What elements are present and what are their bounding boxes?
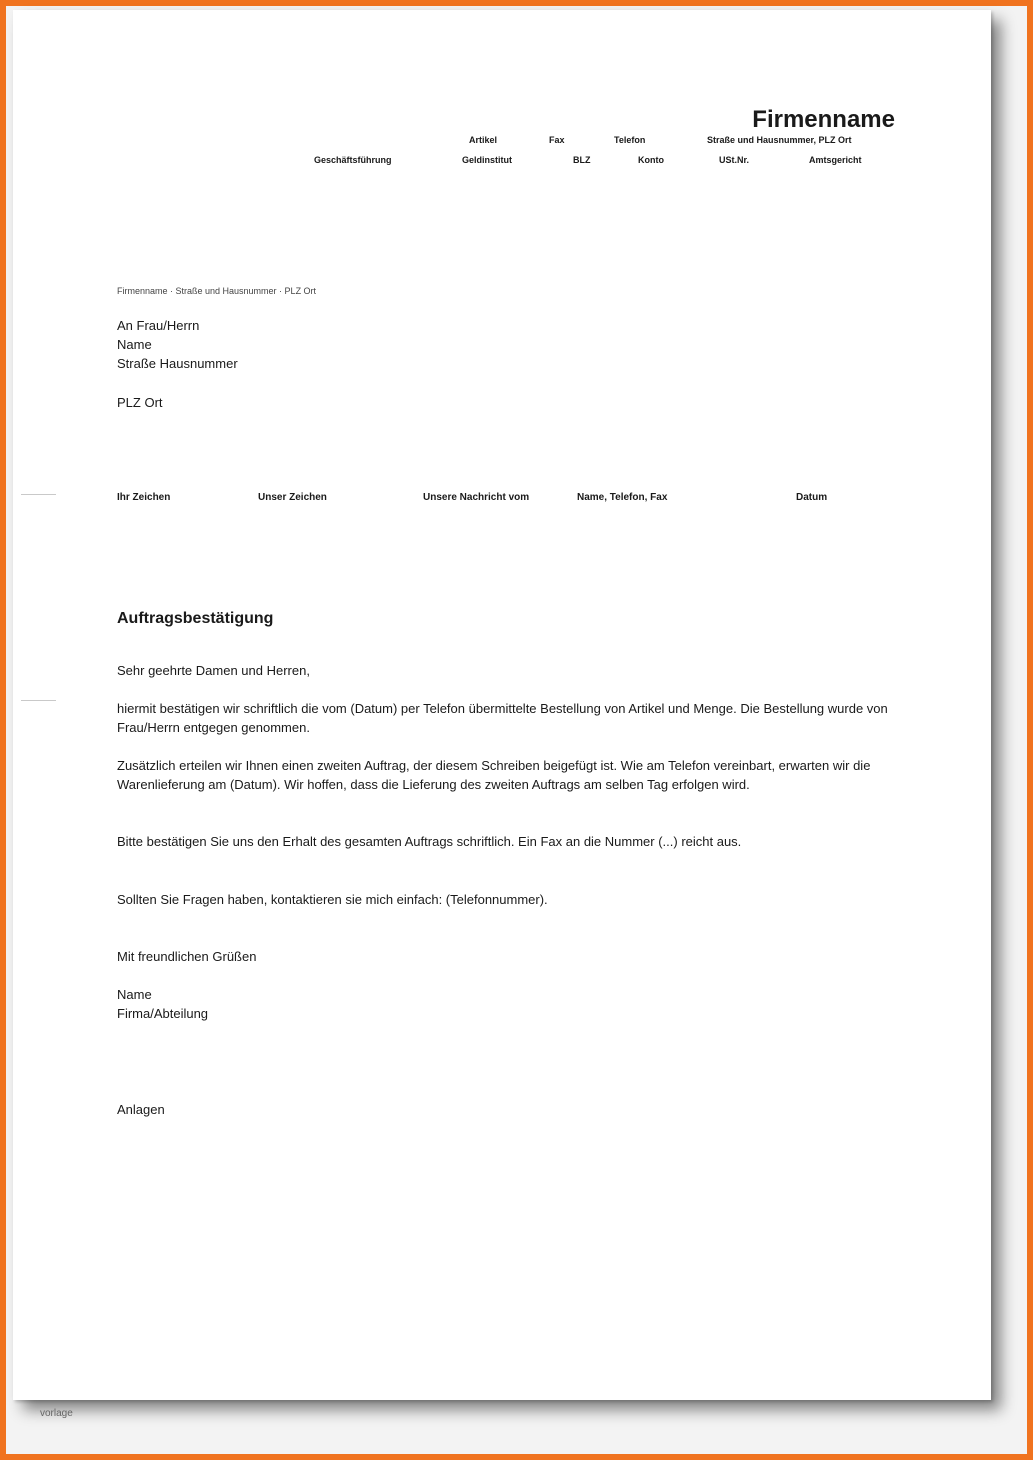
recipient-city: PLZ Ort: [117, 395, 163, 410]
greeting: Sehr geehrte Damen und Herren,: [117, 663, 310, 678]
body-paragraph: Zusätzlich erteilen wir Ihnen einen zweiten Auftrag, der diesem Schreiben beigefügt ist. Wie am Telefon vereinbart, erwarten wir die Warenlieferung am (Datum). Wir hoffen, dass die Lieferung des zweiten Auftrags am selben Tag erfolgen wird.: [117, 758, 871, 792]
punch-mark: [21, 700, 56, 701]
recipient-salutation: An Frau/Herrn: [117, 318, 200, 333]
sender-line: Firmenname · Straße und Hausnummer · PLZ Ort: [117, 286, 317, 296]
header-item: Fax: [549, 135, 565, 145]
letter-subject: Auftragsbestätigung: [117, 610, 274, 627]
signature-name: Name: [117, 987, 152, 1002]
header-item: Straße und Hausnummer, PLZ Ort: [707, 135, 852, 145]
reference-item: Unsere Nachricht vom: [423, 492, 530, 503]
header-item: Artikel: [469, 135, 498, 145]
fold-mark: [21, 494, 56, 495]
company-name: Firmenname: [752, 106, 895, 133]
signature-department: Firma/Abteilung: [117, 1006, 209, 1021]
header-item: USt.Nr.: [719, 155, 750, 165]
header-item: BLZ: [573, 155, 591, 165]
attachments-label: Anlagen: [117, 1102, 165, 1117]
header-item: Konto: [638, 155, 664, 165]
watermark-text: vorlage: [40, 1408, 73, 1419]
recipient-street: Straße Hausnummer: [117, 356, 238, 371]
reference-item: Unser Zeichen: [258, 492, 327, 503]
header-item: Geschäftsführung: [314, 155, 392, 165]
header-item: Telefon: [614, 135, 646, 145]
header-item: Geldinstitut: [462, 155, 512, 165]
body-paragraph: Sollten Sie Fragen haben, kontaktieren sie mich einfach: (Telefonnummer).: [117, 892, 548, 907]
header-item: Amtsgericht: [809, 155, 862, 165]
body-paragraph: hiermit bestätigen wir schriftlich die vom (Datum) per Telefon übermittelte Bestellung von Artikel und Menge. Die Bestellung wurde von Frau/Herrn entgegen genommen.: [117, 701, 888, 735]
reference-item: Name, Telefon, Fax: [577, 492, 668, 503]
letter-page: [13, 10, 991, 1400]
closing: Mit freundlichen Grüßen: [117, 949, 257, 964]
recipient-name: Name: [117, 337, 152, 352]
reference-item: Datum: [796, 492, 828, 503]
reference-item: Ihr Zeichen: [117, 492, 171, 503]
body-paragraph: Bitte bestätigen Sie uns den Erhalt des gesamten Auftrags schriftlich. Ein Fax an die Nummer (...) reicht aus.: [117, 834, 742, 849]
